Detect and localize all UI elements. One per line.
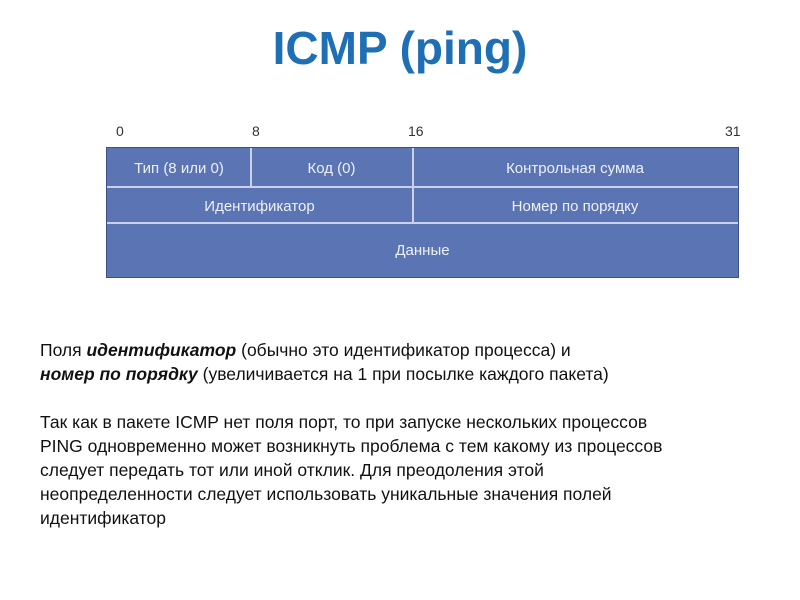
- emphasis-sequence-number: номер по порядку: [40, 364, 198, 384]
- field-code: Код (0): [307, 159, 356, 177]
- field-identifier: Идентификатор: [204, 197, 315, 215]
- emphasis-identifier: идентификатор: [86, 340, 237, 360]
- bit-scale: [0, 122, 800, 142]
- bit-label-31: 31: [725, 123, 741, 139]
- field-checksum: Контрольная сумма: [506, 159, 644, 177]
- field-sequence: Номер по порядку: [511, 197, 639, 215]
- icmp-header-diagram: [106, 147, 739, 278]
- bit-label-16: 16: [408, 123, 424, 139]
- explanation-line-3: следует передать тот или иной отклик. Для преодоления этой: [40, 460, 544, 480]
- text-fragment: Поля: [40, 340, 87, 360]
- field-data: Данные: [395, 242, 450, 259]
- paragraph-fields-line-1: [40, 338, 780, 362]
- bit-label-8: 8: [252, 123, 260, 139]
- paragraph-fields-line-2: [40, 362, 780, 386]
- col-divider-8: [250, 148, 252, 186]
- slide-title: ICMP (ping): [272, 22, 528, 74]
- text-fragment: (обычно это идентификатор процесса) и: [236, 340, 571, 360]
- row-divider-1: [107, 186, 738, 188]
- col-divider-16: [412, 148, 414, 222]
- row-divider-2: [107, 222, 738, 224]
- field-type: Тип (8 или 0): [134, 159, 224, 177]
- explanation-line-1: Так как в пакете ICMP нет поля порт, то при запуске нескольких процессов: [40, 412, 648, 432]
- bit-label-0: 0: [116, 123, 124, 139]
- paragraph-explanation: [40, 410, 780, 530]
- explanation-line-2: PING одновременно может возникнуть проблема с тем какому из процессов: [40, 436, 663, 456]
- explanation-line-5: идентификатор: [40, 508, 167, 528]
- paragraph-fields: [40, 338, 780, 386]
- text-fragment: (увеличивается на 1 при посылке каждого пакета): [197, 364, 609, 384]
- explanation-line-4: неопределенности следует использовать уникальные значения полей: [40, 484, 612, 504]
